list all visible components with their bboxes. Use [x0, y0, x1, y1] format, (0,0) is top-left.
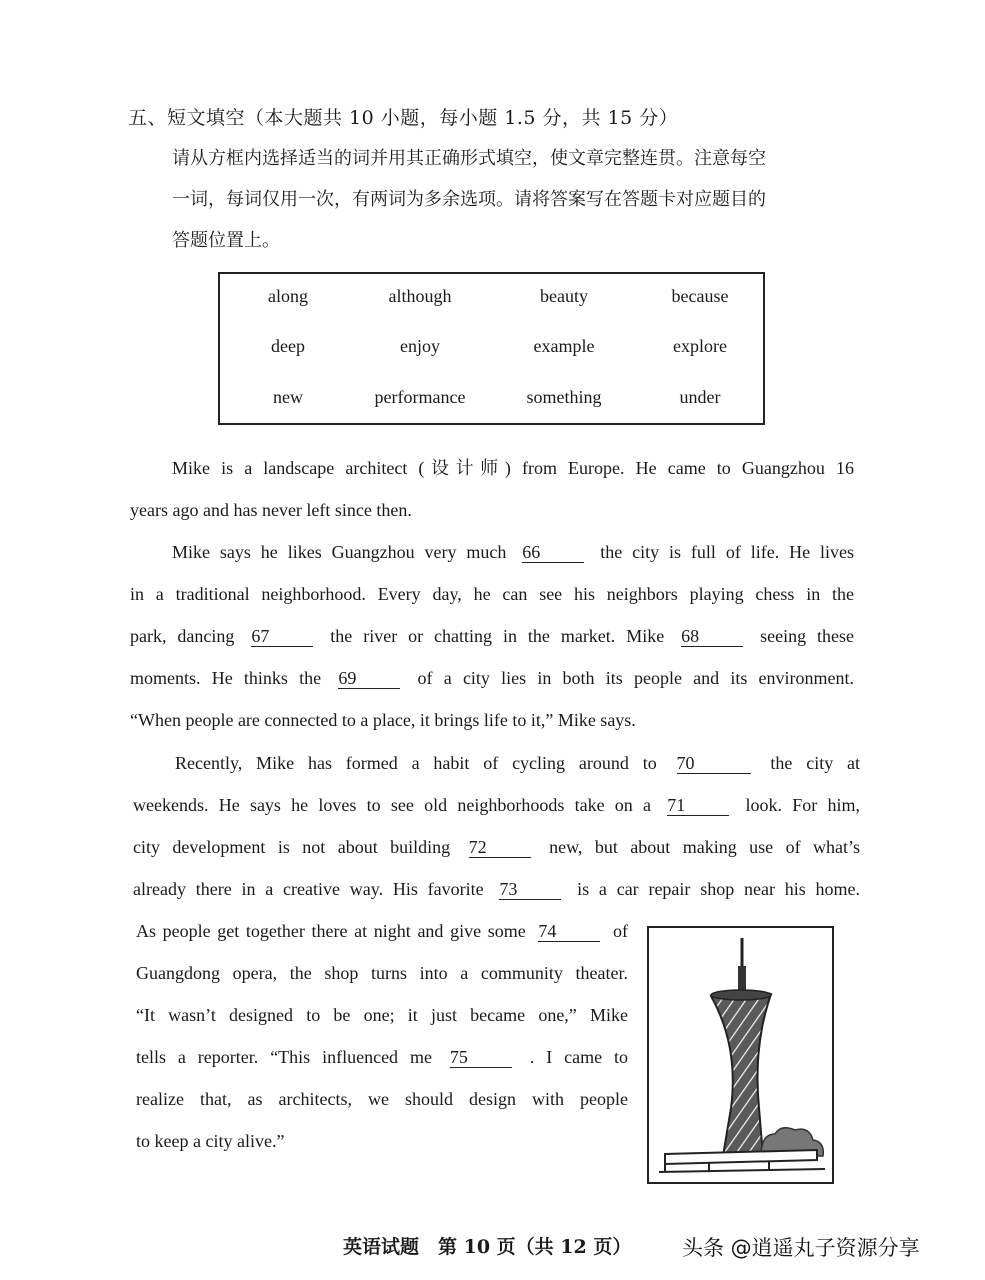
text-fragment: park, dancing — [130, 626, 235, 646]
instruction-line: 请从方框内选择适当的词并用其正确形式填空，使文章完整连贯。注意每空 — [172, 148, 766, 169]
text-line — [130, 615, 854, 657]
blank-70[interactable]: 70 — [677, 753, 751, 774]
text-fragment: look. For him, — [745, 795, 861, 815]
tower-top-ring — [711, 990, 771, 1000]
canton-tower-picture — [647, 926, 834, 1184]
bridge — [665, 1150, 817, 1164]
text-line: years ago and has never left since then. — [130, 500, 412, 520]
text-fragment: already there in a creative way. His favorite — [133, 879, 484, 899]
text-fragment: city development is not about building — [133, 837, 451, 857]
text-line — [133, 826, 860, 868]
text-line — [130, 531, 854, 573]
section-title: 五、短文填空（本大题共 10 小题，每小题 1.5 分，共 15 分） — [128, 107, 679, 129]
paragraph-3 — [133, 742, 860, 910]
blank-69[interactable]: 69 — [338, 668, 400, 689]
word-option: because — [671, 286, 729, 306]
text-fragment: of a city lies in both its people and its environment. — [417, 668, 855, 688]
blank-75[interactable]: 75 — [450, 1047, 512, 1068]
text-fragment: . I came to — [529, 1047, 629, 1067]
paragraph-2 — [130, 531, 854, 741]
word-box — [218, 272, 765, 425]
word-option: enjoy — [400, 336, 440, 356]
tower-body — [711, 991, 771, 1156]
text-fragment: Mike says he likes Guangzhou very much — [172, 542, 507, 562]
instruction-line: 一词，每词仅用一次，有两词为多余选项。请将答案写在答题卡对应题目的 — [172, 189, 766, 210]
instruction-line: 答题位置上。 — [172, 230, 280, 251]
text-line — [136, 910, 628, 952]
word-option: performance — [374, 387, 466, 407]
text-fragment: the city at — [770, 753, 861, 773]
text-fragment: of — [613, 921, 629, 941]
blank-72[interactable]: 72 — [469, 837, 531, 858]
text-line — [130, 657, 854, 699]
text-fragment: new, but about making use of what’s — [549, 837, 861, 857]
blank-67[interactable]: 67 — [251, 626, 313, 647]
text-line: “It wasn’t designed to be one; it just became one,” Mike — [136, 1005, 628, 1025]
blank-68[interactable]: 68 — [681, 626, 743, 647]
text-line — [136, 1036, 628, 1078]
text-line — [133, 742, 860, 784]
text-line — [133, 868, 860, 910]
text-line: Guangdong opera, the shop turns into a community theater. — [136, 963, 628, 983]
blank-71[interactable]: 71 — [667, 795, 729, 816]
canton-tower-illustration — [649, 928, 832, 1182]
text-line: Mike is a landscape architect (设计师) from Europe. He came to Guangzhou 16 — [172, 458, 854, 478]
word-option: under — [679, 387, 721, 407]
word-option: explore — [673, 336, 727, 356]
page-footer: 英语试题 第 10 页（共 12 页） — [343, 1236, 632, 1258]
word-option: beauty — [540, 286, 588, 306]
blank-74[interactable]: 74 — [538, 921, 600, 942]
text-line — [133, 784, 860, 826]
blank-66[interactable]: 66 — [522, 542, 584, 563]
text-fragment: Recently, Mike has formed a habit of cycling around to — [175, 753, 657, 773]
word-option: something — [526, 387, 602, 407]
word-option: example — [533, 336, 595, 356]
text-fragment: is a car repair shop near his home. — [577, 879, 860, 899]
text-fragment: moments. He thinks the — [130, 668, 322, 688]
text-fragment: seeing these — [760, 626, 855, 646]
word-option: deep — [271, 336, 305, 356]
word-option: new — [273, 387, 303, 407]
text-fragment: As people get together there at night and give some — [136, 921, 526, 941]
text-fragment: the river or chatting in the market. Mike — [330, 626, 665, 646]
word-option: along — [268, 286, 308, 306]
paragraph-1 — [130, 447, 854, 531]
word-option: although — [388, 286, 452, 306]
watermark: 头条 @逍遥丸子资源分享 — [682, 1236, 920, 1260]
text-line: realize that, as architects, we should design with people — [136, 1089, 628, 1109]
text-fragment: tells a reporter. “This influenced me — [136, 1047, 432, 1067]
paragraph-3-cont — [136, 910, 628, 1162]
tower-mast — [738, 966, 746, 992]
blank-73[interactable]: 73 — [499, 879, 561, 900]
text-fragment: weekends. He says he loves to see old neighborhoods take on a — [133, 795, 652, 815]
instructions — [172, 138, 862, 261]
text-line: to keep a city alive.” — [136, 1131, 285, 1151]
text-line: “When people are connected to a place, it brings life to it,” Mike says. — [130, 710, 636, 730]
text-line: in a traditional neighborhood. Every day, he can see his neighbors playing chess in the — [130, 584, 854, 604]
text-fragment: the city is full of life. He lives — [600, 542, 855, 562]
